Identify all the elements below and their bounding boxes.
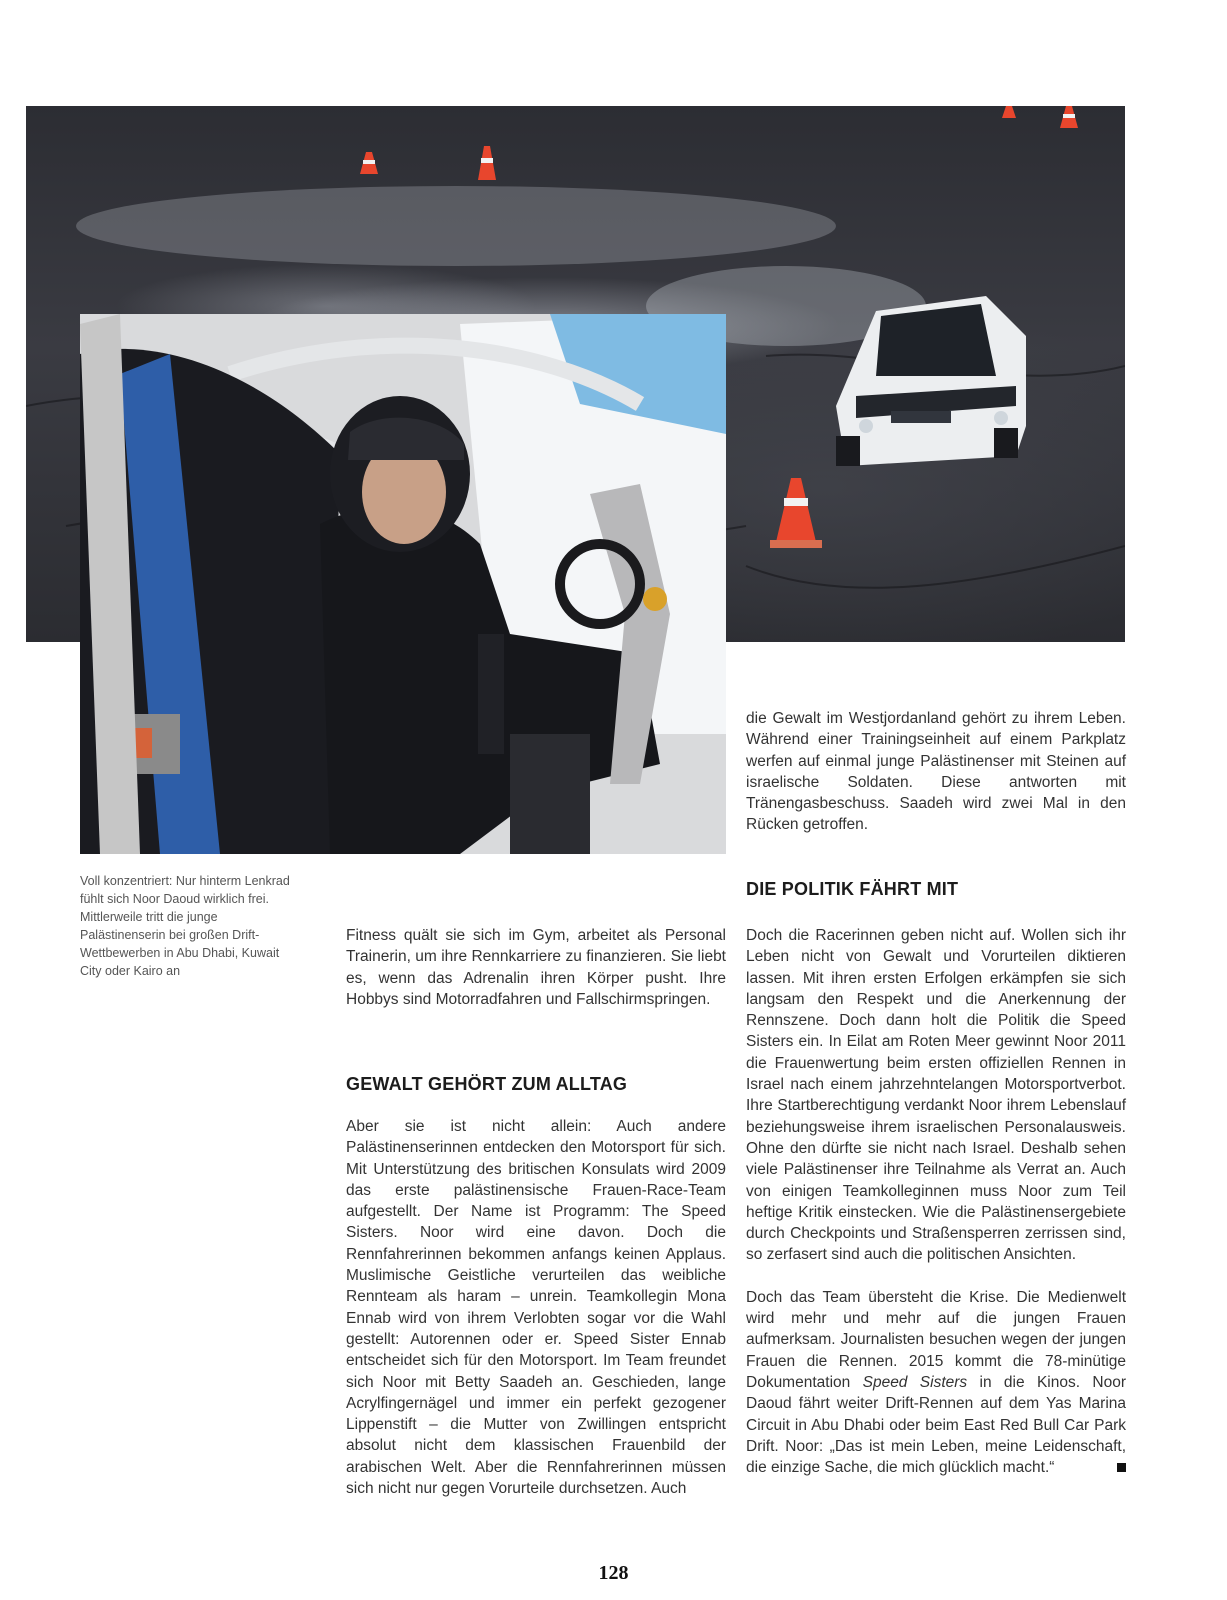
driver-illustration [80,314,726,854]
traffic-cone-icon [1002,106,1016,118]
middle-column-body [346,1116,726,1499]
section-heading-gewalt: GEWALT GEHÖRT ZUM ALLTAG [346,1074,628,1094]
right-column-body [746,925,1126,1478]
paragraph: Doch die Racerinnen geben nicht auf. Wollen sich ihr Leben nicht von Gewalt und Vorurteilen diktieren lassen. Mit ihren ersten Erfolgen erkämpfen sie sich langsam den Respekt und die Anerkennung der Rennszene. Doch dann holt die Politik die Speed Sisters ein. In Eilat am Roten Meer gewinnt Noor 2011 die Frauenwertung beim ersten offiziellen Rennen in Israel nach einem jahrzehntelangen Motorsportverbot. Ihre Startberechtigung verdankt Noor ihrem Lebenslauf beziehungsweise ihrem israelischen Personalausweis. Ohne den dürfte sie nicht nach Israel. Deshalb sehen viele Palästinenser ihre Teilnahme als Verrat an. Auch von einigen Teamkolleginnen muss Noor zum Teil heftige Kritik einstecken. Wie die Palästinensergebiete durch Checkpoints und Straßensperren zerrissen sind, so zerfasert sind auch die politischen Ansichten. [746,927,1126,1264]
text: Doch das Team übersteht die Krise. Die Medienwelt wird mehr und mehr auf die jungen Frauen aufmerksam. Journalisten besuchen wegen der jungen Frauen die Rennen. 2015 kommt die 78-minütige Dokumentation [746,1288,1126,1391]
end-mark-icon [1117,1463,1126,1472]
film-title: Speed Sisters [862,1373,968,1391]
page-number: 128 [598,1562,629,1584]
traffic-cone-icon [360,152,378,174]
paragraph [746,1287,1126,1479]
paragraph: Aber sie ist nicht allein: Auch andere Palästinenserinnen entdecken den Motorsport für sich. Mit Unterstützung des britischen Konsulats wird 2009 das erste palästinensische Frauen-Race-Team aufgestellt. Der Name ist Programm: The Speed Sisters. Noor wird eine davon. Doch die Rennfahrerinnen bekommen anfangs keinen Applaus. Muslimische Geistliche verurteilen das weibliche Rennteam als haram – unrein. Teamkollegin Mona Ennab wird von ihrem Verlobten sogar vor die Wahl gestellt: Autorennen oder er. Speed Sister Ennab entscheidet sich für den Motorsport. Im Team freundet sich Noor mit Betty Saadeh an. Geschieden, lange Acrylfingernägel und immer ein perfekt gezogener Lippenstift – die Mutter von Zwillingen entspricht absolut nicht dem klassischen Frauenbild der arabischen Welt. Aber die Rennfahrerinnen müssen sich nicht nur gegen Vorurteile durchsetzen. Auch [346,1118,726,1498]
text: in die Kinos. Noor Daoud fährt weiter Drift-Rennen auf dem Yas Marina Circuit in Abu Dhabi oder beim East Red Bull Car Park Drift. Noor: „Das ist mein Leben, meine Leidenschaft, die einzige Sache, die mich glücklich macht.“ [746,1373,1126,1477]
right-column-top [746,708,1126,836]
driver-in-cockpit-photo [80,314,726,854]
paragraph: die Gewalt im Westjordanland gehört zu ihrem Leben. Während einer Trainingseinheit auf einem Parkplatz werfen auf einmal junge Palästinenser mit Steinen auf israelische Soldaten. Diese antworten mit Tränengasbeschuss. Saadeh wird zwei Mal in den Rücken getroffen. [746,710,1126,834]
section-heading-politik: DIE POLITIK FÄHRT MIT [746,879,959,899]
photo-caption: Voll konzentriert: Nur hinterm Lenkrad fühlt sich Noor Daoud wirklich frei. Mittlerweile tritt die junge Palästinenserin bei großen Drift-Wettbewerben in Abu Dhabi, Kuwait City oder Kairo an [80,874,290,978]
paragraph: Fitness quält sie sich im Gym, arbeitet als Personal Trainerin, um ihre Rennkarriere zu finanzieren. Sie liebt es, wenn das Adrenalin ihren Körper pusht. Ihre Hobbys sind Motorradfahren und Fallschirmspringen. [346,927,726,1008]
traffic-cone-icon [770,478,822,548]
traffic-cone-icon [478,146,496,180]
middle-column-intro [346,925,726,1010]
traffic-cone-icon [1060,106,1078,128]
